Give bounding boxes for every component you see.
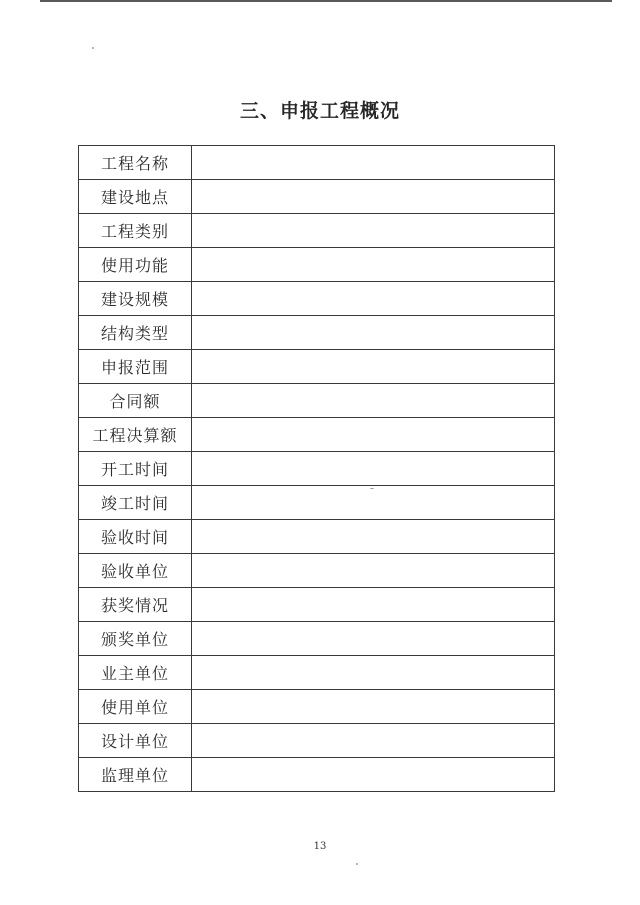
page-number: 13 — [313, 841, 327, 852]
field-value[interactable] — [192, 554, 555, 588]
field-label: 合同额 — [79, 384, 192, 418]
field-value[interactable] — [192, 214, 555, 248]
field-label: 监理单位 — [79, 758, 192, 792]
page-top-border — [40, 0, 612, 2]
field-label: 使用功能 — [79, 248, 192, 282]
form-row — [79, 690, 555, 724]
form-row — [79, 248, 555, 282]
field-value[interactable] — [192, 180, 555, 214]
field-value[interactable] — [192, 758, 555, 792]
scan-speck — [92, 47, 94, 49]
form-row — [79, 452, 555, 486]
field-value[interactable] — [192, 316, 555, 350]
project-overview-table — [78, 145, 555, 792]
field-label: 竣工时间 — [79, 486, 192, 520]
form-row — [79, 214, 555, 248]
field-label: 建设规模 — [79, 282, 192, 316]
field-value[interactable] — [192, 146, 555, 180]
field-value[interactable] — [192, 724, 555, 758]
field-value[interactable] — [192, 520, 555, 554]
field-label: 验收时间 — [79, 520, 192, 554]
field-label: 使用单位 — [79, 690, 192, 724]
form-row — [79, 418, 555, 452]
form-row — [79, 350, 555, 384]
field-label: 业主单位 — [79, 656, 192, 690]
field-value[interactable] — [192, 418, 555, 452]
form-row — [79, 622, 555, 656]
field-value[interactable] — [192, 486, 555, 520]
field-label: 结构类型 — [79, 316, 192, 350]
field-label: 颁奖单位 — [79, 622, 192, 656]
field-label: 验收单位 — [79, 554, 192, 588]
field-label: 工程决算额 — [79, 418, 192, 452]
form-row — [79, 520, 555, 554]
field-value[interactable] — [192, 248, 555, 282]
field-value[interactable] — [192, 384, 555, 418]
form-row — [79, 146, 555, 180]
form-row — [79, 554, 555, 588]
form-row — [79, 588, 555, 622]
field-value[interactable] — [192, 282, 555, 316]
field-value[interactable] — [192, 588, 555, 622]
form-row — [79, 758, 555, 792]
field-value[interactable] — [192, 690, 555, 724]
form-row — [79, 656, 555, 690]
form-row — [79, 486, 555, 520]
field-value[interactable] — [192, 656, 555, 690]
form-row — [79, 282, 555, 316]
page-title: 三、申报工程概况 — [239, 99, 400, 122]
form-rows — [79, 146, 555, 792]
field-value[interactable] — [192, 622, 555, 656]
form-row — [79, 384, 555, 418]
field-label: 工程类别 — [79, 214, 192, 248]
field-label: 设计单位 — [79, 724, 192, 758]
form-row — [79, 180, 555, 214]
field-label: 工程名称 — [79, 146, 192, 180]
scan-speck — [356, 863, 358, 865]
field-label: 建设地点 — [79, 180, 192, 214]
form-row — [79, 316, 555, 350]
field-label: 开工时间 — [79, 452, 192, 486]
field-value[interactable] — [192, 452, 555, 486]
field-label: 获奖情况 — [79, 588, 192, 622]
form-row — [79, 724, 555, 758]
field-label: 申报范围 — [79, 350, 192, 384]
field-value[interactable] — [192, 350, 555, 384]
